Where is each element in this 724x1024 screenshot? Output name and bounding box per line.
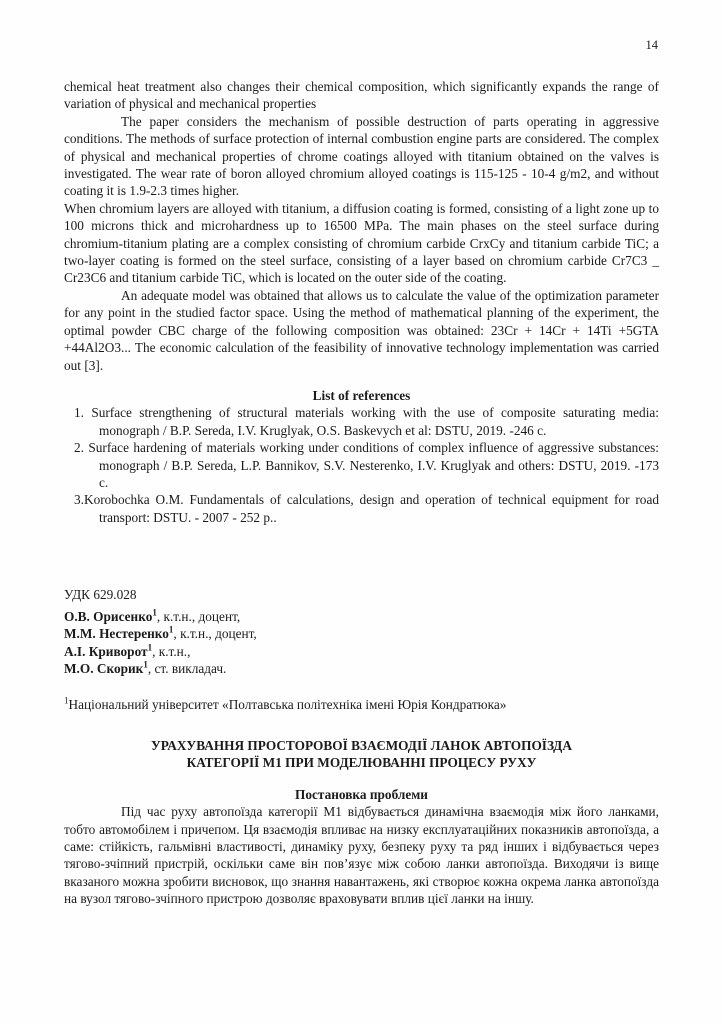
author-name: М.М. Нестеренко <box>64 626 169 642</box>
page-number: 14 <box>645 38 658 52</box>
author-line <box>64 643 659 661</box>
author-affiliation-superscript: 1 <box>168 624 174 635</box>
section-heading-problem-statement: Постановка проблеми <box>295 786 428 802</box>
abstract-continuation-paragraph: chemical heat treatment also changes their chemical composition, which significantly expands the range of variation of physical and mechanical properties <box>64 79 659 112</box>
abstract-paper-paragraph: The paper considers the mechanism of possible destruction of parts operating in aggressive conditions. The methods of surface protection of internal combustion engine parts are considered. The complex of physical and mechanical properties of chrome coatings alloyed with titanium obtained on the valves is investigated. The wear rate of boron alloyed chromium alloyed coatings is 115-125 - 10-4 g/m2, and without coating it is 1.9-2.3 times higher. <box>64 113 659 199</box>
author-role: , к.т.н., доцент, <box>173 626 257 642</box>
authors-block <box>64 608 659 678</box>
udc-code: УДК 629.028 <box>64 587 137 603</box>
author-affiliation-superscript: 1 <box>152 607 157 618</box>
references-heading: List of references <box>312 387 411 403</box>
author-line <box>64 660 659 678</box>
affiliation-line <box>64 696 659 713</box>
author-name: О.В. Орисенко <box>64 608 153 624</box>
author-line <box>64 608 659 626</box>
article-title-line1: УРАХУВАННЯ ПРОСТОРОВОЇ ВЗАЄМОДІЇ ЛАНОК АВТОПОЇЗДА <box>151 737 572 753</box>
abstract-model-paragraph: An adequate model was obtained that allows us to calculate the value of the optimization parameter for any point in the studied factor space. Using the method of mathematical planning of the experiment, the optimal powder CBC charge of the following composition was obtained: 23Cr + 14Cr + 14Ti +5GTA +44Al2O3... The economic calculation of the feasibility of innovative technology implementation was carried out [3]. <box>64 287 659 373</box>
author-role: , ст. викладач. <box>147 661 227 677</box>
article-title <box>64 737 659 772</box>
author-name: М.О. Скорик <box>64 661 144 677</box>
article-title-line2: КАТЕГОРІЇ М1 ПРИ МОДЕЛЮВАННІ ПРОЦЕСУ РУХУ <box>186 755 537 771</box>
author-affiliation-superscript: 1 <box>147 642 153 653</box>
affiliation-text: Національний університет «Полтавська політехніка імені Юрія Кондратюка» <box>68 696 507 712</box>
reference-item: 1. Surface strengthening of structural materials working with the use of composite saturating media: monograph / B.P. Sereda, I.V. Kruglyak, O.S. Baskevych et al: DSTU, 2019. -246 c. <box>74 405 659 438</box>
abstract-chromium-paragraph: When chromium layers are alloyed with titanium, a diffusion coating is formed, consisting of a light zone up to 100 microns thick and microhardness up to 16500 MPa. The main phases on the steel surface during chromium-titanium plating are a complex consisting of chromium carbide CrxCy and titanium carbide TiC; a two-layer coating is formed on the steel surface, consisting of a layer based on chromium carbide Cr7C3 _ Cr23C6 and titanium carbide TiC, which is located on the outer side of the coating. <box>64 200 659 286</box>
author-line <box>64 625 659 643</box>
reference-item: 2. Surface hardening of materials working under conditions of complex influence of aggressive substances: monograph / B.P. Sereda, L.P. Bannikov, S.V. Nesterenko, I.V. Kruglyak and others: DSTU, 2019. -173 c. <box>74 440 659 490</box>
author-affiliation-superscript: 1 <box>143 659 148 670</box>
problem-statement-paragraph: Під час руху автопоїзда категорії М1 відбувається динамічна взаємодія між його ланками, тобто автомобілем і причепом. Ця взаємодія впливає на низку експлуатаційних показників автопоїзда, а саме: стійкість, гальмівні властивості, динаміку руху, безпеку руху та ряд інших і відбувається через тягово-зчіпний пристрій, оскільки саме він пов’язує між собою ланки автопоїзда. Виходячи із вище вказаного можна зробити висновок, що знання навантажень, які створює кожна окрема ланка автопоїзда на вузол тягово-зчіпного пристрою дозволяє враховувати вплив цієї ланки на іншу. <box>64 804 659 907</box>
author-role: , к.т.н., <box>152 643 191 659</box>
page-content <box>64 78 659 908</box>
affiliation-superscript: 1 <box>64 695 69 706</box>
references-list <box>64 404 659 526</box>
author-name: А.І. Криворот <box>64 643 148 659</box>
author-role: , к.т.н., доцент, <box>156 608 241 624</box>
reference-item: 3.Korobochka O.M. Fundamentals of calculations, design and operation of technical equipment for road transport: DSTU. - 2007 - 252 p.. <box>74 492 659 525</box>
